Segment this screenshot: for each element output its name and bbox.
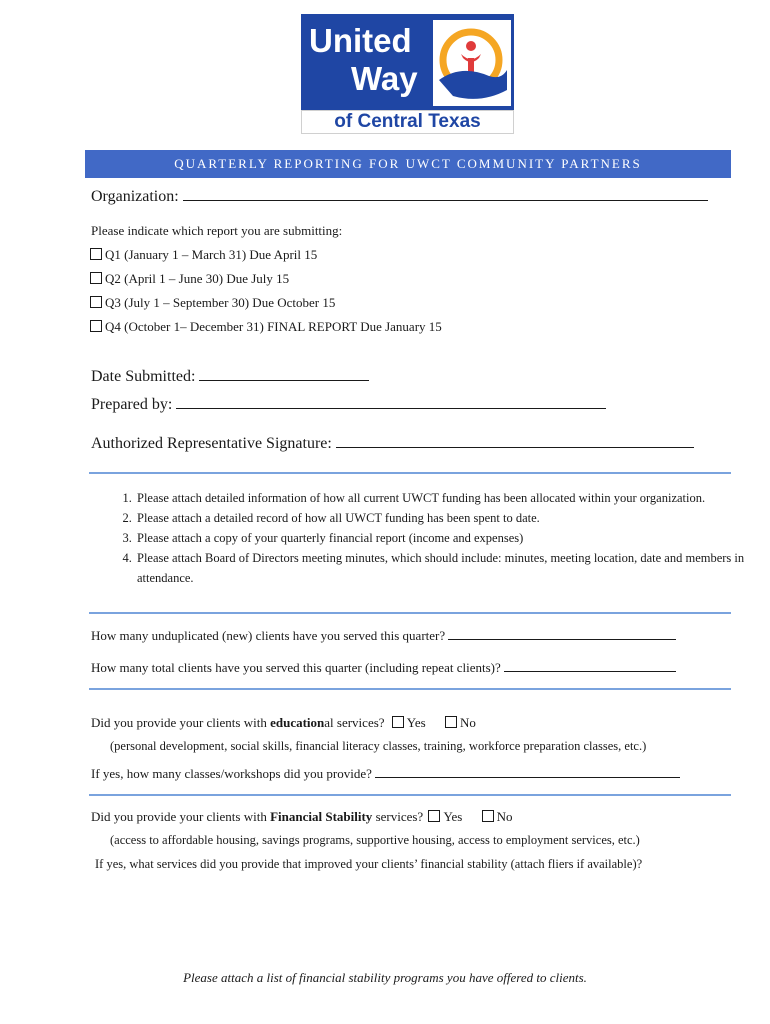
quarter-option-q3[interactable] xyxy=(90,295,335,311)
quarter-label: Q1 (January 1 – March 31) Due April 15 xyxy=(105,247,318,262)
education-question-bold: education xyxy=(270,715,325,730)
total-clients-question: How many total clients have you served this quarter (including repeat clients)? xyxy=(91,660,501,675)
education-question-prefix: Did you provide your clients with xyxy=(91,715,271,730)
signature-label: Authorized Representative Signature: xyxy=(91,435,332,452)
total-clients-row xyxy=(91,657,676,676)
quarter-option-q2[interactable] xyxy=(90,271,289,287)
quarter-label: Q2 (April 1 – June 30) Due July 15 xyxy=(105,271,290,286)
checkbox[interactable] xyxy=(90,272,102,284)
instruction-item: 4. Please attach Board of Directors meeting minutes, which should include: minutes, meeting location, date and members in attendance. xyxy=(135,548,765,588)
financial-followup: If yes, what services did you provide that improved your clients’ financial stability (attach fliers if available)? xyxy=(95,857,643,871)
instruction-item: 3. Please attach a copy of your quarterly financial report (income and expenses) xyxy=(135,528,765,548)
instruction-item: 1. Please attach detailed information of how all current UWCT funding has been allocated within your organization. xyxy=(135,488,765,508)
date-submitted-label: Date Submitted: xyxy=(91,368,196,385)
education-followup-row xyxy=(91,763,680,782)
education-question-row xyxy=(91,715,476,731)
financial-question-prefix: Did you provide your clients with xyxy=(91,809,271,824)
prepared-by-row xyxy=(91,394,606,414)
prepared-by-field[interactable] xyxy=(176,394,606,409)
education-no-checkbox[interactable] xyxy=(445,716,457,728)
education-no-label: No xyxy=(459,715,476,730)
section-divider xyxy=(89,472,731,474)
instruction-item: 2. Please attach a detailed record of how all UWCT funding has been spent to date. xyxy=(135,508,765,528)
organization-field[interactable] xyxy=(183,186,708,201)
financial-examples: (access to affordable housing, savings programs, supportive housing, access to employment services, etc.) xyxy=(110,833,640,847)
total-clients-field[interactable] xyxy=(504,657,676,672)
logo-word-way: Way xyxy=(351,60,418,97)
section-divider xyxy=(89,688,731,690)
logo-word-united: United xyxy=(309,22,412,59)
checkbox[interactable] xyxy=(90,320,102,332)
footer-note: Please attach a list of financial stability programs you have offered to clients. xyxy=(183,970,587,985)
education-yes-label: Yes xyxy=(406,715,426,730)
section-divider xyxy=(89,612,731,614)
education-examples: (personal development, social skills, financial literacy classes, training, workforce preparation classes, etc.) xyxy=(110,739,647,753)
organization-row xyxy=(91,186,708,206)
financial-no-label: No xyxy=(496,809,513,824)
prepared-by-label: Prepared by: xyxy=(91,396,173,413)
unduplicated-clients-field[interactable] xyxy=(448,625,676,640)
form-title-bar: QUARTERLY REPORTING FOR UWCT COMMUNITY PARTNERS xyxy=(85,150,731,178)
financial-yes-checkbox[interactable] xyxy=(428,810,440,822)
united-way-logo xyxy=(301,14,514,134)
quarter-option-q1[interactable] xyxy=(90,247,317,263)
education-followup-question: If yes, how many classes/workshops did you provide? xyxy=(91,766,372,781)
education-followup-field[interactable] xyxy=(375,763,680,778)
financial-question-bold: Financial Stability xyxy=(270,809,373,824)
financial-question-suffix: services? xyxy=(372,809,424,824)
signature-row xyxy=(91,433,694,453)
date-submitted-row xyxy=(91,366,369,386)
unduplicated-clients-question: How many unduplicated (new) clients have you served this quarter? xyxy=(91,628,446,643)
quarter-option-q4[interactable] xyxy=(90,319,442,335)
instructions-list xyxy=(92,488,765,588)
quarter-label: Q4 (October 1– December 31) FINAL REPORT Due January 15 xyxy=(105,319,442,334)
organization-label: Organization: xyxy=(91,188,179,205)
logo-subtitle: of Central Texas xyxy=(301,110,514,134)
date-submitted-field[interactable] xyxy=(199,366,369,381)
quarter-label: Q3 (July 1 – September 30) Due October 15 xyxy=(105,295,336,310)
unduplicated-clients-row xyxy=(91,625,676,644)
signature-field[interactable] xyxy=(336,433,694,448)
education-yes-checkbox[interactable] xyxy=(392,716,404,728)
checkbox[interactable] xyxy=(90,296,102,308)
education-question-suffix: al services? xyxy=(324,715,385,730)
checkbox[interactable] xyxy=(90,248,102,260)
financial-yes-label: Yes xyxy=(443,809,463,824)
section-divider xyxy=(89,794,731,796)
logo-blue-panel xyxy=(301,14,514,110)
financial-question-row xyxy=(91,809,513,825)
helping-hand-icon xyxy=(433,20,511,106)
financial-no-checkbox[interactable] xyxy=(482,810,494,822)
report-prompt: Please indicate which report you are submitting: xyxy=(91,223,343,238)
